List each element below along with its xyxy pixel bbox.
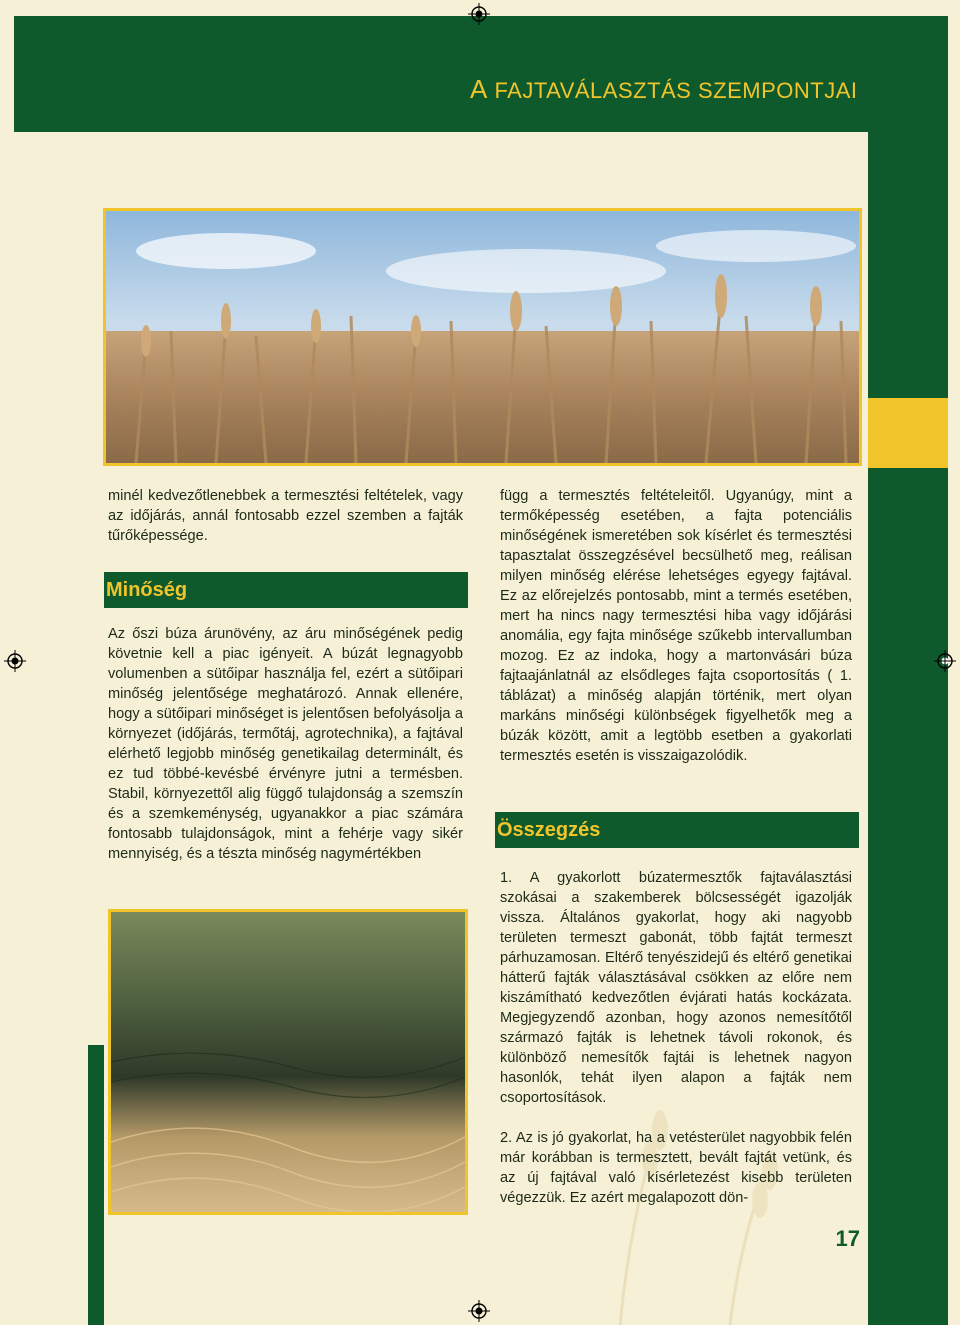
left-body-text [108,624,463,864]
registration-mark-icon [468,3,490,25]
registration-mark-icon [4,650,26,672]
section-heading-osszegzes: Összegzés [495,812,859,848]
paragraph: függ a termesztés feltételeitől. Ugyanúgy, mint a termőképesség esetében, a fajta potenciális minőségének ismeretében sok kísérlet és termesztési tapasztalat összegzésével becsülhető meg, reálisan milyen minőség elérése lehetséges egyegy fajtával. Ez az előrejelzés pontosabb, mint a termés esetében, mert ha nincs nagy termesztési hiba vagy időjárási anomália, egy fajta minősége szűkebb intervallumban mozog. Ez az indoka, hogy a martonvásári búza fajtaajánlatnál az elsődleges fajta csoportosítás ( 1. táblázat) a minőség alapján történik, mert olyan markáns minőségi különbségek figyelhetők meg a búzák között, amit a legtöbb esetben a gyakorlati termesztés esetén is visszaigazolódik. [500,488,852,764]
windswept-field-photo [108,909,468,1215]
section-heading-minoseg: Minőség [104,572,468,608]
paragraph: Az őszi búza árunövény, az áru minőségének pedig követnie kell a piac igényeit. A búzát legnagyobb volumenben a sütőipar használja fel, ezért a sütőipari minőség jelentősége meghatározó. Annak ellenére, hogy a sütőipari minőséget is jelentősen befolyásolja a környezet (időjárás, termőtáj, agrotechnika), a fajtával elérhető legjobb minőség genetikailag determinált, és ez tud többé-kevésbé érvényre jutni a termésben. Stabil, környezettől alig függő tulajdonság a szemszín és a szemkeménység, ugyanakkor a piac számára fontosabb tulajdonságok, mint a fehérje vagy sikér mennyiség, és a tészta minőség nagymértékben [108,626,463,862]
header-title-initial: A [470,74,488,104]
header-title [470,74,858,105]
page-number: 17 [835,1226,860,1251]
paragraph: 2. Az is jó gyakorlat, ha a vetésterület nagyobbik felén már korábban is termesztett, bevált fajtát vetünk, és az új fajtával való kísérletezést kisebb területen végezzük. Ez azért megalapozott dön- [500,1130,852,1206]
registration-mark-icon [934,650,956,672]
summary-point-1 [500,868,852,1108]
right-intro-text [500,486,852,766]
header-title-rest: FAJTAVÁLASZTÁS SZEMPONTJAI [487,78,858,103]
paragraph: minél kedvezőtlenebbek a termesztési feltételek, vagy az időjárás, annál fontosabb ezzel szemben a fajták tűrőképessége. [108,488,463,544]
left-green-strip [88,1045,104,1325]
right-green-band [868,132,948,1325]
left-intro-text [108,486,463,546]
summary-point-2 [500,1128,852,1208]
yellow-thumb-tab [868,398,948,468]
paragraph: 1. A gyakorlott búzatermesztők fajtaválasztási szokásai a szakemberek bölcsességét igazolják vissza. Általános gyakorlat, hogy aki nagyobb területen termeszt gabonát, több fajtát termeszt párhuzamosan. Eltérő tenyészidejű és eltérő genetikai hátterű fajták választásával csökken az előre nem kiszámítható kedvezőtlen évjárati hatás kockázata. Megjegyzendő azonban, hogy azonos nemesítőtől származó fajták is lehetnek távoli rokonok, és különböző nemesítők fajtái is lehetnek nagyon hasonlók, tehát ilyen alapon a fajták nem csoportosítások. [500,870,852,1106]
wheat-field-photo [103,208,862,466]
